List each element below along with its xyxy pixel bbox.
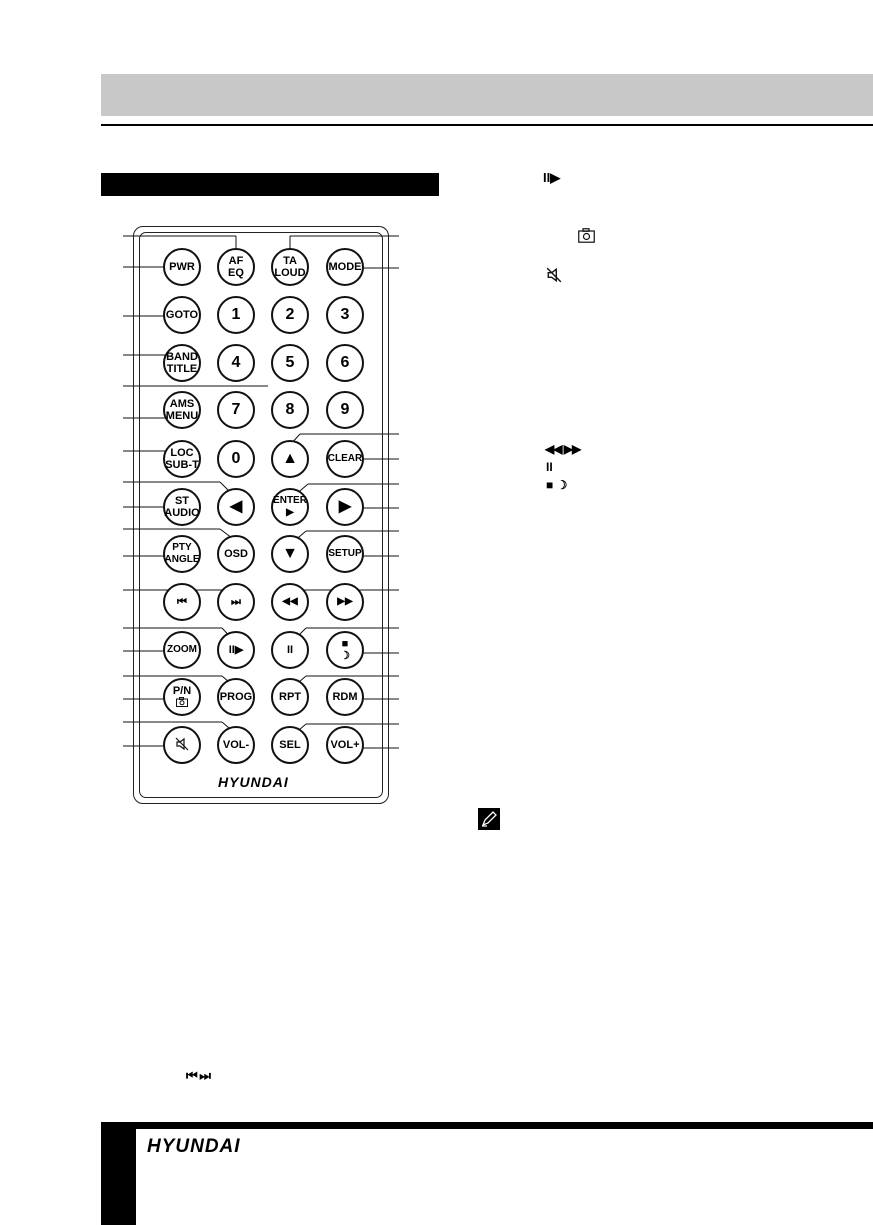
digit-0-button[interactable] xyxy=(217,440,255,478)
pwr-label: PWR xyxy=(169,261,195,273)
goto-button[interactable] xyxy=(163,296,201,334)
right-arrow-button[interactable] xyxy=(326,488,364,526)
eq-label: EQ xyxy=(228,267,244,279)
audio-label: AUDIO xyxy=(164,507,200,519)
stop-button[interactable] xyxy=(326,631,364,669)
legend-step-icon: II▶ xyxy=(543,170,561,185)
pty-angle-button[interactable] xyxy=(163,535,201,573)
prog-button[interactable] xyxy=(217,678,255,716)
legend-mute-icon xyxy=(546,267,562,288)
st-label: ST xyxy=(174,495,190,507)
skip-forward-icon: ⏭ xyxy=(231,596,241,608)
menu-label: MENU xyxy=(165,410,199,422)
digit-2-button[interactable] xyxy=(271,296,309,334)
band-title-button[interactable] xyxy=(163,344,201,382)
vol-plus-button[interactable] xyxy=(326,726,364,764)
digit-8-label: 8 xyxy=(285,401,295,418)
footer-rule xyxy=(101,1122,873,1129)
legend-pause-icon: II xyxy=(546,460,553,474)
prog-label: PROG xyxy=(219,691,253,703)
mode-label: MODE xyxy=(328,261,362,273)
vol-minus-button[interactable] xyxy=(217,726,255,764)
ta-label: TA xyxy=(283,255,297,267)
pause-icon: II xyxy=(286,644,294,656)
ta-loud-button[interactable] xyxy=(271,248,309,286)
digit-1-label: 1 xyxy=(231,306,241,323)
loc-label: LOC xyxy=(170,447,194,459)
pn-button[interactable] xyxy=(163,678,201,716)
st-audio-button[interactable] xyxy=(163,488,201,526)
step-button[interactable] xyxy=(217,631,255,669)
down-arrow-icon: ▼ xyxy=(282,545,298,562)
sel-label: SEL xyxy=(279,739,301,751)
title-label: TITLE xyxy=(166,363,198,375)
digit-3-label: 3 xyxy=(340,306,350,323)
pause-button[interactable] xyxy=(271,631,309,669)
digit-6-button[interactable] xyxy=(326,344,364,382)
setup-label: SETUP xyxy=(328,548,362,559)
digit-6-label: 6 xyxy=(340,354,350,371)
legend-stop-moon-icon: ■ ☽ xyxy=(546,478,568,492)
skip-back-icon: ⏮ xyxy=(177,596,187,608)
legend-rew-ffw-icon: ◀◀ ▶▶ xyxy=(545,442,581,456)
digit-3-button[interactable] xyxy=(326,296,364,334)
mute-button[interactable] xyxy=(163,726,201,764)
enter-play-icon: ▶ xyxy=(286,507,294,518)
clear-button[interactable] xyxy=(326,440,364,478)
digit-4-label: 4 xyxy=(231,354,241,371)
up-arrow-button[interactable] xyxy=(271,440,309,478)
zoom-label: ZOOM xyxy=(167,644,197,655)
rpt-button[interactable] xyxy=(271,678,309,716)
af-eq-button[interactable] xyxy=(217,248,255,286)
rdm-label: RDM xyxy=(332,691,358,703)
setup-button[interactable] xyxy=(326,535,364,573)
digit-8-button[interactable] xyxy=(271,391,309,429)
enter-label: ENTER xyxy=(273,495,307,506)
prev-track-button[interactable] xyxy=(163,583,201,621)
digit-2-label: 2 xyxy=(285,306,295,323)
mute-icon xyxy=(175,737,189,754)
next-track-button[interactable] xyxy=(217,583,255,621)
pwr-button[interactable] xyxy=(163,248,201,286)
angle-label: ANGLE xyxy=(164,554,200,565)
af-label: AF xyxy=(228,255,244,267)
rdm-button[interactable] xyxy=(326,678,364,716)
remote-brand-logo: HYUNDAI xyxy=(218,774,289,790)
rewind-icon: ◀◀ xyxy=(282,596,298,607)
fast-forward-button[interactable] xyxy=(326,583,364,621)
right-arrow-icon: ▶ xyxy=(338,498,352,515)
ams-menu-button[interactable] xyxy=(163,391,201,429)
enter-button[interactable] xyxy=(271,488,309,526)
digit-9-label: 9 xyxy=(340,401,350,418)
left-arrow-icon: ◀ xyxy=(229,498,243,515)
digit-0-label: 0 xyxy=(231,450,241,467)
pty-label: PTY xyxy=(172,542,192,553)
footer-brand-logo: HYUNDAI xyxy=(147,1136,241,1157)
digit-9-button[interactable] xyxy=(326,391,364,429)
ams-label: AMS xyxy=(169,398,195,410)
goto-label: GOTO xyxy=(165,309,199,321)
band-label: BAND xyxy=(166,351,198,363)
digit-5-button[interactable] xyxy=(271,344,309,382)
zoom-button[interactable] xyxy=(163,631,201,669)
loud-label: LOUD xyxy=(274,267,306,279)
camera-icon xyxy=(176,697,188,710)
digit-4-button[interactable] xyxy=(217,344,255,382)
up-arrow-icon: ▲ xyxy=(282,450,298,467)
step-icon: II▶ xyxy=(228,644,244,656)
rpt-label: RPT xyxy=(279,691,301,703)
legend-camera-icon xyxy=(578,228,595,248)
rewind-button[interactable] xyxy=(271,583,309,621)
prev-next-icons: ⏮ ⏭ xyxy=(186,1068,211,1083)
osd-label: OSD xyxy=(224,548,248,560)
vol-minus-label: VOL- xyxy=(222,739,250,751)
stop-icon: ■ xyxy=(341,638,349,650)
fast-forward-icon: ▶▶ xyxy=(337,596,353,607)
vol-plus-label: VOL+ xyxy=(330,739,360,751)
digit-5-label: 5 xyxy=(285,354,295,371)
digit-1-button[interactable] xyxy=(217,296,255,334)
sel-button[interactable] xyxy=(271,726,309,764)
left-arrow-button[interactable] xyxy=(217,488,255,526)
footer-black-tab xyxy=(101,1122,136,1225)
pn-label: P/N xyxy=(172,684,192,697)
pencil-note-icon xyxy=(478,808,500,830)
clear-label: CLEAR xyxy=(327,453,363,464)
mode-button[interactable] xyxy=(326,248,364,286)
loc-subt-button[interactable] xyxy=(163,440,201,478)
osd-button[interactable] xyxy=(217,535,255,573)
down-arrow-button[interactable] xyxy=(271,535,309,573)
moon-icon: ☽ xyxy=(340,650,350,662)
subt-label: SUB-T xyxy=(165,459,199,471)
digit-7-button[interactable] xyxy=(217,391,255,429)
digit-7-label: 7 xyxy=(231,401,241,418)
